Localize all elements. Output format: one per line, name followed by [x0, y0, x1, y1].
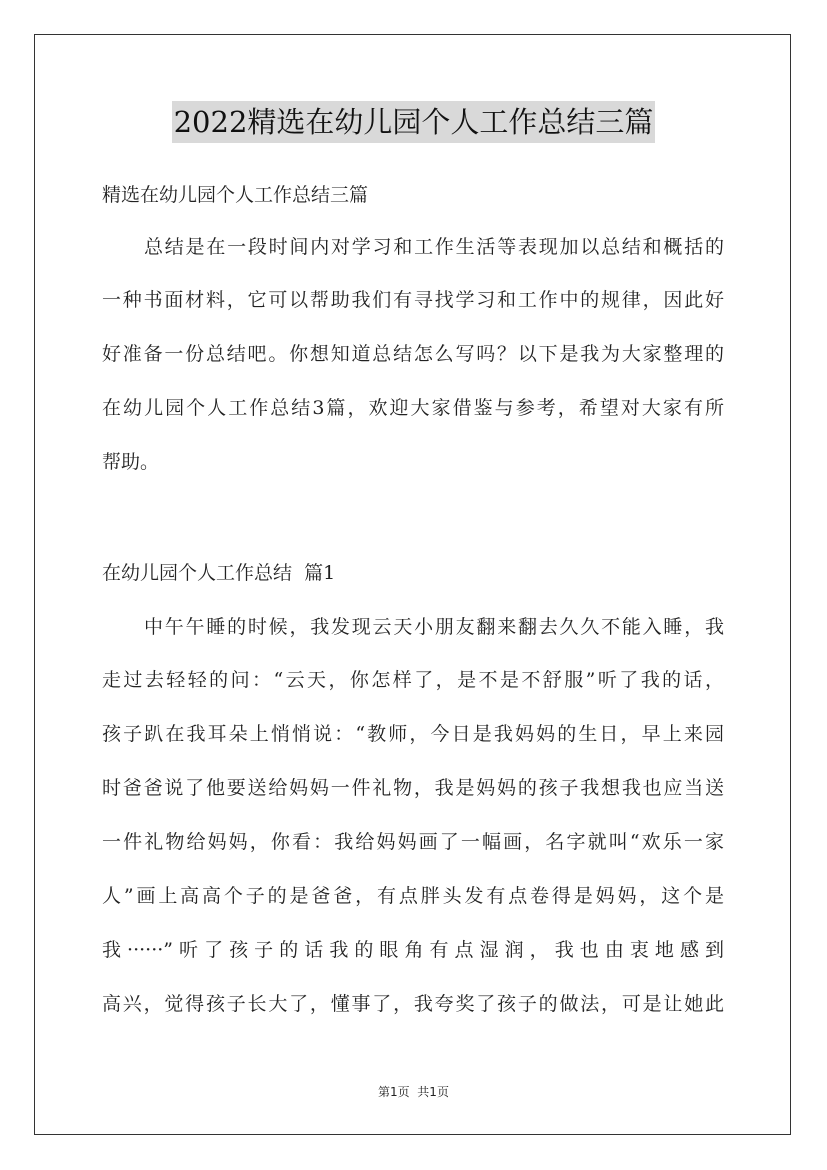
- body-line-4: 时爸爸说了他要送给妈妈一件礼物，我是妈妈的孩子我想我也应当送: [102, 777, 724, 799]
- body-line-1: 中午午睡的时候，我发现云天小朋友翻来翻去久久不能入睡，我: [144, 616, 724, 638]
- intro-line-2: 一种书面材料，它可以帮助我们有寻找学习和工作中的规律，因此好: [102, 289, 724, 311]
- subtitle: 精选在幼儿园个人工作总结三篇: [102, 184, 369, 206]
- body-line-7: 我······”听了孩子的话我的眼角有点湿润，我也由衷地感到: [102, 939, 724, 961]
- intro-line-3: 好准备一份总结吧。你想知道总结怎么写吗？以下是我为大家整理的: [102, 343, 724, 365]
- intro-line-5: 帮助。: [102, 451, 160, 473]
- body-line-5: 一件礼物给妈妈，你看：我给妈妈画了一幅画，名字就叫“欢乐一家: [102, 831, 724, 853]
- intro-line-1: 总结是在一段时间内对学习和工作生活等表现加以总结和概括的: [144, 236, 724, 258]
- body-line-6: 人”画上高高个子的是爸爸，有点胖头发有点卷得是妈妈，这个是: [102, 885, 724, 907]
- section-heading: 在幼儿园个人工作总结 篇1: [102, 562, 336, 584]
- page-footer: 第1页 共1页: [378, 1085, 449, 1099]
- body-line-3: 孩子趴在我耳朵上悄悄说：“教师，今日是我妈妈的生日，早上来园: [102, 723, 724, 745]
- intro-line-4: 在幼儿园个人工作总结3篇，欢迎大家借鉴与参考，希望对大家有所: [102, 397, 724, 419]
- document-title: [0, 101, 827, 143]
- document-title-text: 2022精选在幼儿园个人工作总结三篇: [172, 101, 656, 143]
- body-line-8: 高兴，觉得孩子长大了，懂事了，我夸奖了孩子的做法，可是让她此: [102, 993, 724, 1015]
- body-line-2: 走过去轻轻的问：“云天，你怎样了，是不是不舒服”听了我的话，: [102, 669, 724, 691]
